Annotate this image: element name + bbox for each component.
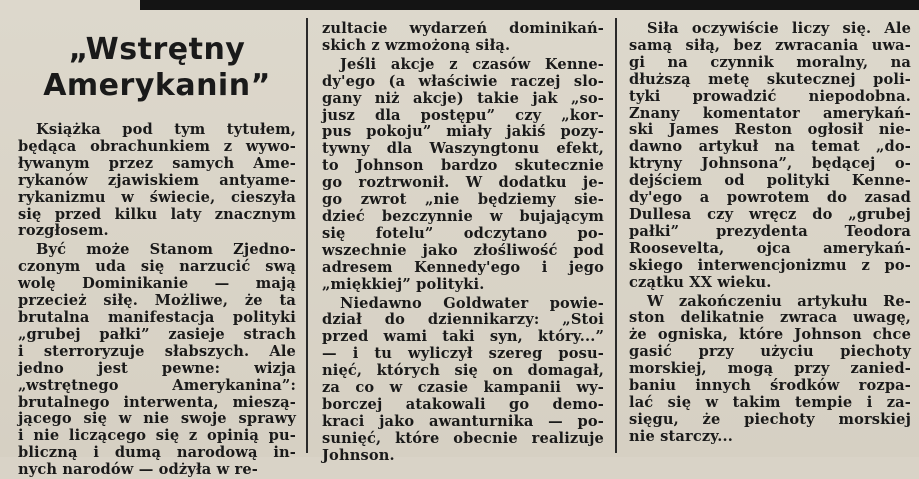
text-line: jącego się w nie swoje sprawy: [18, 410, 296, 428]
column-divider-1: [306, 18, 308, 453]
text-line: „miękkiej” polityki.: [322, 275, 485, 293]
paragraph: [322, 57, 604, 294]
text-line: — i tu wyliczył szereg posu-: [322, 345, 604, 363]
text-line: borczej atakowali go demo-: [322, 395, 604, 413]
text-line: ływanym przez samych Ame-: [18, 154, 296, 172]
paragraph: [322, 296, 604, 465]
column-divider-2: [615, 18, 617, 453]
text-line: adresem Kennedy'ego i jego: [322, 258, 604, 276]
text-line: sunięć, które obecnie realizuje: [322, 429, 604, 447]
text-line: gany niż akcje) takie jak „so-: [322, 89, 604, 107]
text-line: go zwrot „nie będziemy sie-: [322, 191, 604, 209]
text-line: zultacie wydarzeń dominikań-: [322, 20, 604, 37]
text-line: pałki” prezydenta Teodora: [629, 222, 911, 240]
text-line: W zakończeniu artykułu Re-: [647, 292, 911, 310]
text-line: „grubej pałki” zasieje strach: [18, 325, 296, 343]
column-3: [629, 0, 911, 446]
text-line: wszechnie jako złośliwość pod: [322, 241, 604, 259]
text-line: kraci jako awanturnika — po-: [322, 412, 604, 430]
column-1: [18, 0, 296, 479]
text-line: dejściem od polityki Kenne-: [629, 172, 911, 190]
text-line: Książka pod tym tytułem,: [36, 121, 296, 138]
text-line: będąca obrachunkiem z wywo-: [18, 137, 296, 155]
paragraph: [629, 21, 911, 292]
text-line: brutalna manifestacja polityki: [18, 308, 296, 326]
text-line: czątku XX wieku.: [629, 273, 772, 291]
text-line: Dullesa czy wręcz do „grubej: [629, 205, 911, 223]
text-line: dłuższą metę skutecznej poli-: [629, 70, 911, 88]
text-line: gi na czynnik moralny, na: [629, 53, 911, 71]
text-line: się przed kilku laty znacznym: [18, 205, 296, 223]
article-title: [18, 32, 296, 104]
text-line: dawno artykuł na temat „do-: [629, 138, 911, 156]
text-line: ston delikatnie zwraca uwagę,: [629, 309, 911, 327]
text-line: i sterroryzuje słabszych. Ale: [18, 342, 296, 360]
text-line: nych narodów — odżyła w re-: [18, 461, 258, 479]
text-line: i nie liczącego się z opinią pu-: [18, 427, 296, 445]
text-line: rykanów zjawiskiem antyame-: [18, 171, 296, 189]
text-line: dy'ego (a właściwie raczej slo-: [322, 72, 604, 90]
text-line: ski James Reston ogłosił nie-: [629, 121, 911, 139]
text-line: dy'ego a powrotem do zasad: [629, 189, 911, 207]
text-line: sięgu, że piechoty morskiej: [629, 410, 911, 428]
text-line: go roztrwonił. W dodatku je-: [322, 174, 604, 192]
text-line: się fotelu” odczytano po-: [322, 224, 604, 242]
text-line: morskiej, mogą przy zanied-: [629, 360, 911, 378]
column-3-body: [629, 21, 911, 446]
text-line: jedno jest pewne: wizja: [18, 359, 296, 377]
text-line: nie starczy...: [629, 427, 733, 445]
text-line: dzieć bezczynnie w bujającym: [322, 207, 604, 225]
text-line: lać się w takim tempie i za-: [629, 393, 911, 411]
text-line: dział do dziennikarzy: „Stoi: [322, 311, 604, 329]
text-line: nięć, których się on domagał,: [322, 362, 604, 380]
text-line: to Johnson bardzo skutecznie: [322, 157, 604, 175]
title-line-1: „Wstrętny: [68, 32, 246, 67]
text-line: pus pokoju” miały jakiś pozy-: [322, 123, 604, 141]
text-line: Johnson.: [322, 446, 395, 464]
text-line: Roosevelta, ojca amerykań-: [629, 239, 911, 257]
text-line: czonym uda się narzucić swą: [18, 258, 296, 276]
text-line: ktryny Johnsona”, będącej o-: [629, 155, 911, 173]
text-line: za co w czasie kampanii wy-: [322, 379, 604, 397]
text-line: skich z wzmożoną siłą.: [322, 36, 511, 54]
text-line: tywny dla Waszyngtonu efekt,: [322, 140, 604, 158]
text-line: Być może Stanom Zjedno-: [36, 241, 296, 259]
text-line: wolę Dominikanie — mają: [18, 275, 296, 293]
paragraph: [322, 21, 604, 55]
text-line: Niedawno Goldwater powie-: [340, 294, 604, 312]
text-line: jusz dla postępu” czy „kor-: [322, 106, 604, 124]
text-line: brutalnego interwenta, mieszą-: [18, 393, 296, 411]
title-line-2: Amerykanin”: [43, 68, 271, 103]
text-line: rykanizmu w świecie, cieszyła: [18, 188, 296, 206]
column-2-body: [322, 21, 604, 465]
text-line: przed wami taki syn, który...”: [322, 328, 604, 346]
text-line: „wstrętnego Amerykanina”:: [18, 376, 296, 394]
column-2: [322, 0, 604, 465]
text-line: że ogniska, które Johnson chce: [629, 326, 911, 344]
text-line: gasić przy użyciu piechoty: [629, 343, 911, 361]
text-line: skiego interwencjonizmu z po-: [629, 256, 911, 274]
paragraph: [18, 242, 296, 479]
text-line: rozgłosem.: [18, 222, 109, 240]
text-line: przecież siłę. Możliwe, że ta: [18, 292, 296, 310]
text-line: Znany komentator amerykań-: [629, 104, 911, 122]
text-line: tyki prowadzić niepodobna.: [629, 87, 911, 105]
column-1-body: [18, 122, 296, 479]
text-line: baniu innych środków rozpa-: [629, 377, 911, 395]
text-line: Jeśli akcje z czasów Kenne-: [340, 55, 604, 73]
paragraph: [18, 122, 296, 240]
text-line: samą siłą, bez zwracania uwa-: [629, 36, 911, 54]
text-line: bliczną i dumą narodową in-: [18, 444, 296, 462]
paragraph: [629, 294, 911, 446]
text-line: Siła oczywiście liczy się. Ale: [647, 20, 911, 37]
